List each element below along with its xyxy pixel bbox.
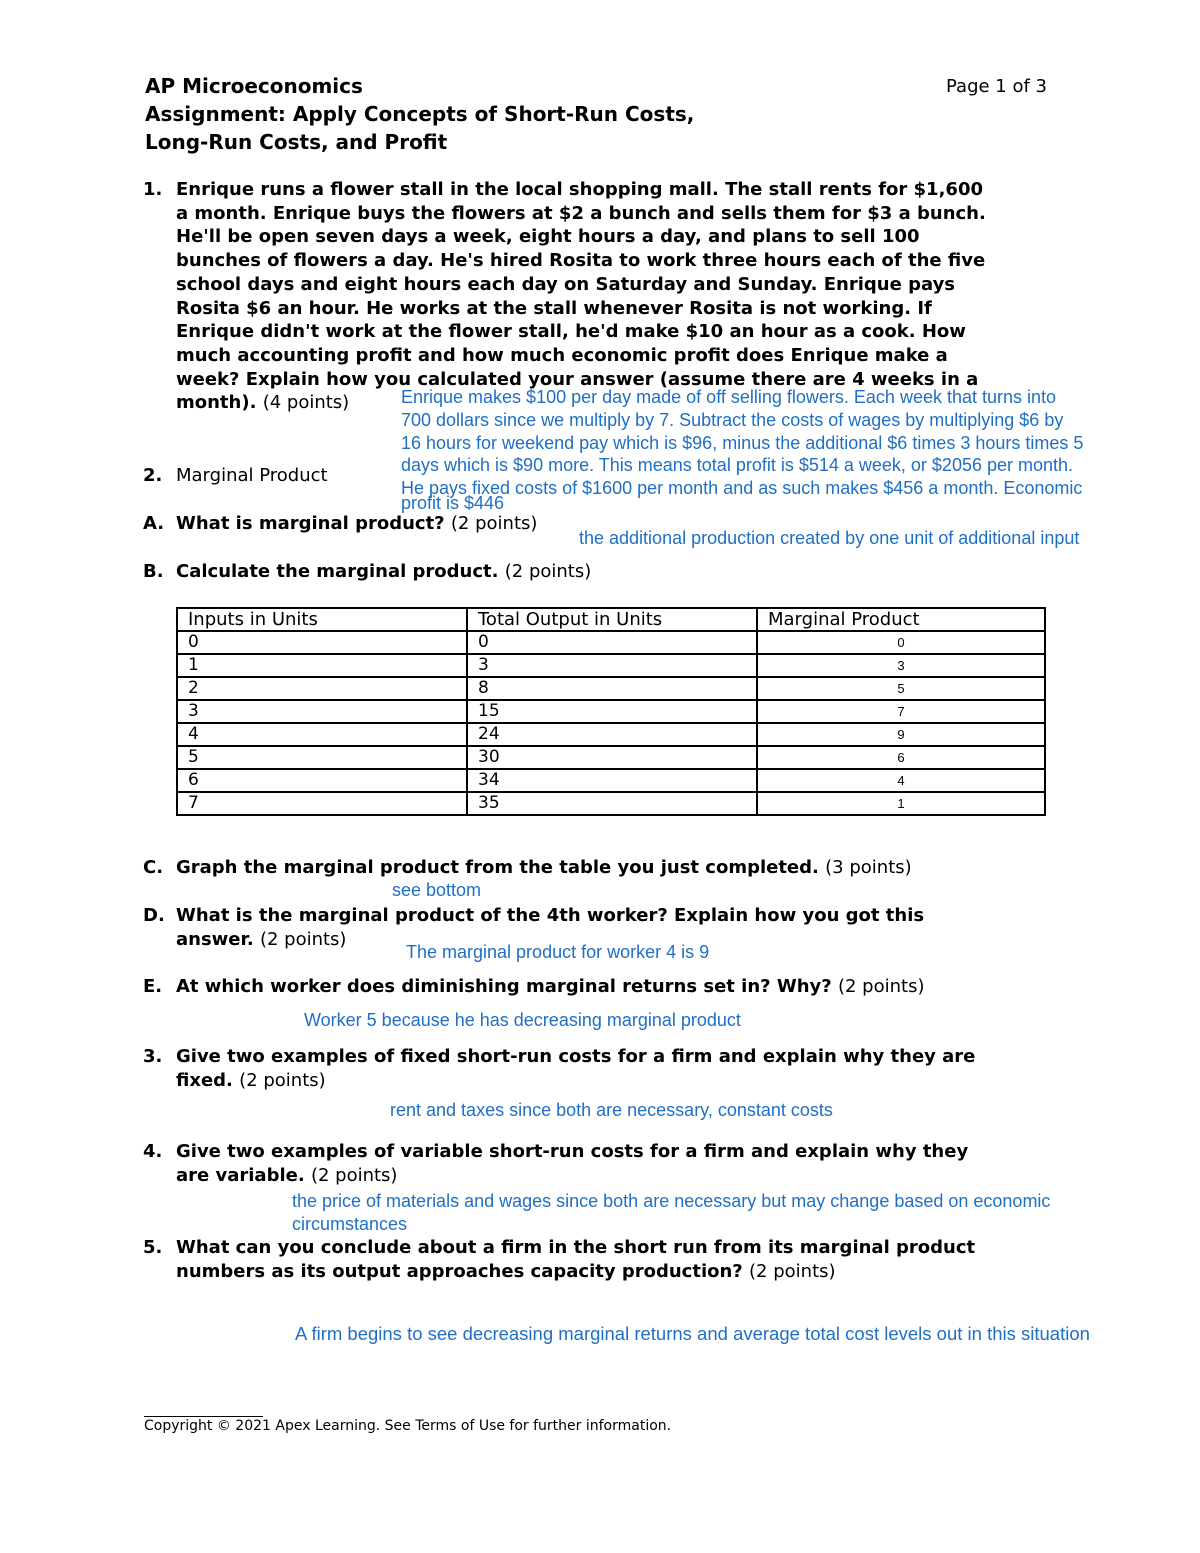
q1-text (176, 178, 986, 415)
q1-line: month). (176, 392, 257, 414)
q4-line1: Give two examples of variable short-run costs for a firm and explain why they (176, 1141, 969, 1162)
q4-answer-line2: circumstances (292, 1213, 408, 1234)
assignment-title-line2: Long-Run Costs, and Profit (145, 130, 448, 154)
q1-line: Enrique runs a flower stall in the local shopping mall. The stall rents for $1,600 (176, 179, 983, 200)
cell-marginal: 3 (757, 654, 1045, 677)
q1-line: Rosita $6 an hour. He works at the stall whenever Rosita is not working. If (176, 297, 932, 319)
table-header-row (177, 608, 1045, 631)
q1-line: He'll be open seven days a week, eight hours a day, and plans to sell 100 (176, 226, 920, 248)
copyright-notice: Copyright © 2021 Apex Learning. See Terms of Use for further information. (144, 1418, 672, 1434)
q1-answer-line: 700 dollars since we multiply by 7. Subtract the costs of wages by multiplying $6 by (401, 409, 1064, 430)
qC-text (176, 856, 912, 880)
q4-line2: are variable. (176, 1164, 305, 1186)
cell-input: 4 (177, 723, 467, 746)
qD-line1: What is the marginal product of the 4th worker? Explain how you got this (176, 905, 925, 926)
q1-line: school days and eight hours each day on Saturday and Sunday. Enrique pays (176, 273, 956, 295)
cell-output: 24 (467, 723, 757, 746)
cell-output: 34 (467, 769, 757, 792)
q5-answer: A firm begins to see decreasing marginal returns and average total cost levels out in this situation (295, 1323, 1090, 1344)
header-total-output: Total Output in Units (467, 608, 757, 631)
q1-answer-line: 16 hours for weekend pay which is $96, minus the additional $6 times 3 hours times 5 (401, 432, 1084, 453)
q5-line2: numbers as its output approaches capacity production? (176, 1260, 743, 1282)
table-row (177, 677, 1045, 700)
cell-output: 3 (467, 654, 757, 677)
q4-points: (2 points) (310, 1164, 398, 1186)
cell-output: 15 (467, 700, 757, 723)
q4-answer-line1: the price of materials and wages since both are necessary but may change based on economic (292, 1191, 1051, 1211)
q2-text: Marginal Product (176, 465, 328, 486)
table-row (177, 769, 1045, 792)
q4-number: 4. (143, 1141, 163, 1162)
q5-line1: What can you conclude about a firm in the short run from its marginal product (176, 1237, 976, 1258)
assignment-title-line1: Assignment: Apply Concepts of Short-Run Costs, (145, 102, 695, 126)
cell-marginal: 9 (757, 723, 1045, 746)
table-row (177, 631, 1045, 654)
cell-output: 0 (467, 631, 757, 654)
q3-line2: fixed. (176, 1069, 233, 1091)
q1-answer-line: days which is $90 more. This means total profit is $514 a week, or $2056 per month. (401, 455, 1074, 476)
qD-answer: The marginal product for worker 4 is 9 (406, 942, 710, 962)
table-row (177, 723, 1045, 746)
q1-answer-line: He pays fixed costs of $1600 per month and as such makes $456 a month. Economic (401, 478, 1083, 499)
q1-line: much accounting profit and how much economic profit does Enrique make a (176, 344, 948, 366)
cell-marginal: 5 (757, 677, 1045, 700)
qA-question: What is marginal product? (176, 513, 445, 534)
table-row (177, 746, 1045, 769)
qC-letter: C. (143, 857, 164, 878)
qC-question: Graph the marginal product from the table you just completed. (176, 857, 819, 878)
qE-answer: Worker 5 because he has decreasing marginal product (304, 1010, 741, 1030)
q2-number: 2. (143, 465, 163, 486)
q5-number: 5. (143, 1237, 163, 1258)
page-number: Page 1 of 3 (946, 76, 1047, 97)
qC-answer: see bottom (392, 880, 482, 900)
cell-marginal: 1 (757, 792, 1045, 815)
table-row (177, 654, 1045, 677)
q3-answer: rent and taxes since both are necessary, constant costs (390, 1100, 833, 1120)
cell-input: 3 (177, 700, 467, 723)
qC-points: (3 points) (825, 857, 912, 878)
cell-output: 30 (467, 746, 757, 769)
cell-marginal: 0 (757, 631, 1045, 654)
q1-answer-line: profit is $446 (401, 492, 505, 513)
q1-points: (4 points) (262, 392, 350, 414)
q3-text (176, 1045, 975, 1092)
qA-points: (2 points) (450, 513, 538, 534)
qD-points: (2 points) (259, 928, 347, 950)
footer-rule (144, 1416, 263, 1417)
qA-text (176, 512, 537, 536)
cell-input: 1 (177, 654, 467, 677)
q1-number: 1. (143, 179, 163, 200)
q1-line: Enrique didn't work at the flower stall, he'd make $10 an hour as a cook. How (176, 321, 966, 343)
q3-line1: Give two examples of fixed short-run costs for a firm and explain why they are (176, 1046, 976, 1067)
qB-points: (2 points) (504, 561, 592, 582)
qE-question: At which worker does diminishing marginal returns set in? Why? (176, 976, 832, 997)
q1-answer-line: Enrique makes $100 per day made of off selling flowers. Each week that turns into (401, 387, 1057, 407)
qB-question: Calculate the marginal product. (176, 561, 499, 582)
cell-input: 7 (177, 792, 467, 815)
cell-marginal: 7 (757, 700, 1045, 723)
table-row (177, 792, 1045, 815)
q5-text (176, 1236, 975, 1283)
q3-points: (2 points) (239, 1069, 326, 1091)
q4-text (176, 1140, 968, 1187)
q1-line: a month. Enrique buys the flowers at $2 a bunch and sells them for $3 a bunch. (176, 202, 986, 224)
cell-input: 2 (177, 677, 467, 700)
qD-line2: answer. (176, 928, 254, 950)
course-title: AP Microeconomics (145, 74, 363, 98)
q1-line: week? Explain how you calculated your answer (assume there are 4 weeks in a (176, 368, 979, 390)
qA-letter: A. (143, 513, 165, 534)
cell-marginal: 4 (757, 769, 1045, 792)
q5-points: (2 points) (749, 1260, 836, 1282)
cell-output: 35 (467, 792, 757, 815)
header-inputs: Inputs in Units (177, 608, 467, 631)
cell-output: 8 (467, 677, 757, 700)
qE-letter: E. (143, 976, 163, 997)
qB-text (176, 560, 591, 584)
q4-answer (292, 1190, 1050, 1236)
header-marginal-product: Marginal Product (757, 608, 1045, 631)
cell-input: 6 (177, 769, 467, 792)
qE-points: (2 points) (837, 976, 925, 997)
qA-answer: the additional production created by one unit of additional input (579, 528, 1080, 548)
q3-number: 3. (143, 1046, 163, 1067)
q1-line: bunches of flowers a day. He's hired Rosita to work three hours each of the five (176, 250, 986, 272)
marginal-product-table (176, 607, 1046, 816)
qE-text (176, 975, 924, 999)
q1-answer (401, 386, 1083, 515)
cell-marginal: 6 (757, 746, 1045, 769)
table-row (177, 700, 1045, 723)
qB-letter: B. (143, 561, 164, 582)
qD-letter: D. (143, 905, 165, 926)
cell-input: 0 (177, 631, 467, 654)
cell-input: 5 (177, 746, 467, 769)
